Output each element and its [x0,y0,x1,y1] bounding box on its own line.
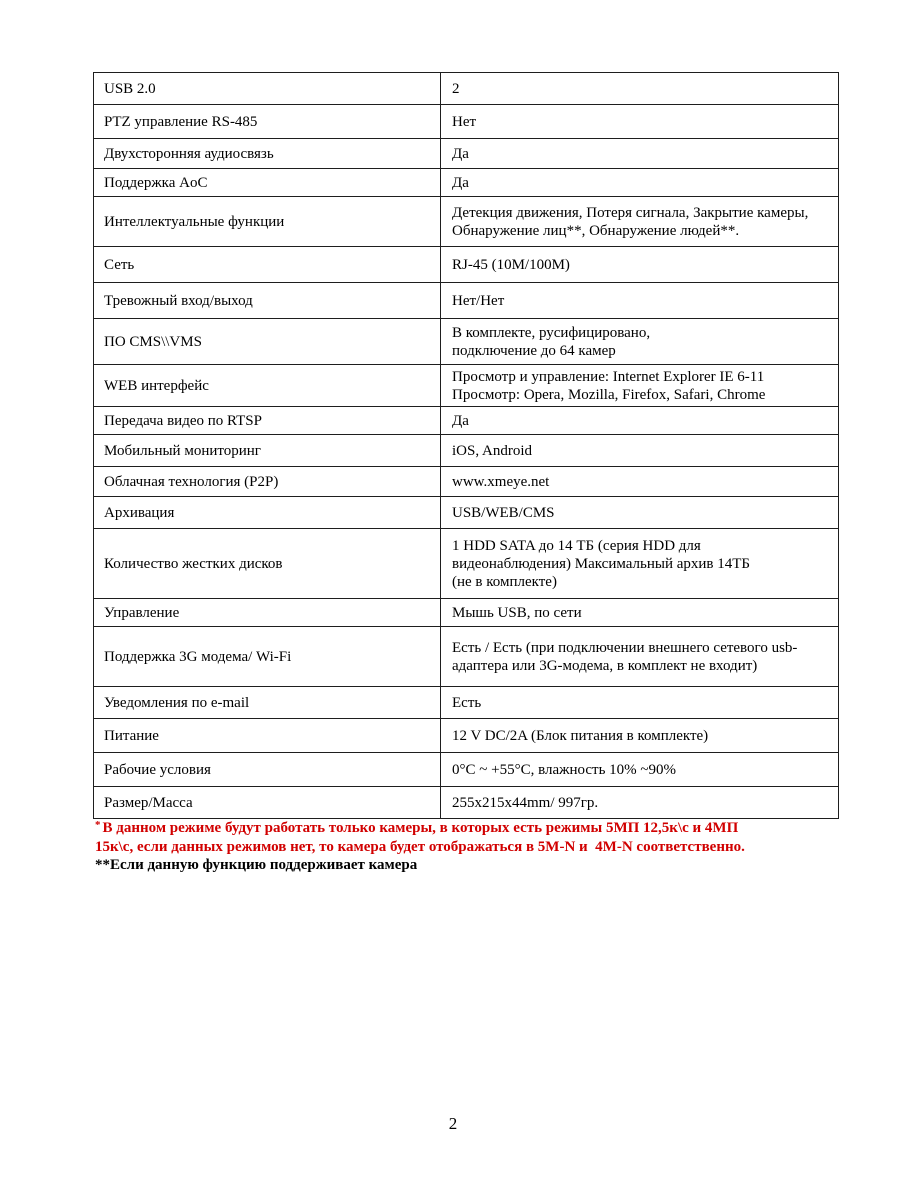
footnote-text: В данном режиме будут работать только камеры, в которых есть режимы 5МП 12,5к\с и 4МП [102,820,739,836]
spec-value [441,169,839,197]
spec-label: ПО CMS\\VMS [94,319,441,365]
spec-label: Рабочие условия [94,753,441,787]
spec-value-line: Нет/Нет [452,292,505,309]
spec-value-line: Обнаружение лиц**, Обнаружение людей**. [452,222,740,239]
spec-value [441,105,839,139]
spec-row [94,529,839,599]
spec-label: Передача видео по RTSP [94,407,441,435]
spec-row [94,247,839,283]
page-number: 2 [448,1114,458,1133]
spec-value-line: В комплекте, русифицировано, [452,324,651,341]
spec-value [441,467,839,497]
spec-label: Количество жестких дисков [94,529,441,599]
spec-value [441,719,839,753]
footnote-line [95,819,745,838]
spec-label: Питание [94,719,441,753]
spec-value-line: Просмотр и управление: Internet Explorer IE 6-11 [452,368,765,385]
spec-row [94,197,839,247]
spec-row [94,407,839,435]
footnote-camera-support: **Если данную функцию поддерживает камера [95,857,418,873]
spec-value-line: адаптера или 3G-модема, в комплект не входит) [452,657,758,674]
spec-value [441,283,839,319]
spec-label: Интеллектуальные функции [94,197,441,247]
spec-row [94,105,839,139]
spec-row [94,73,839,105]
footnote-line: 15к\с, если данных режимов нет, то камера будет отображаться в 5M-N и 4M-N соответственно. [95,839,745,855]
spec-value [441,319,839,365]
spec-label: Облачная технология (P2P) [94,467,441,497]
spec-value-line: подключение до 64 камер [452,342,616,359]
footnote-mode-warning [95,819,745,856]
spec-value-line: (не в комплекте) [452,573,557,590]
spec-value-line: www.xmeye.net [452,473,550,490]
spec-label: USB 2.0 [94,73,441,105]
spec-value-line: 255x215x44mm/ 997гр. [452,794,599,811]
spec-value [441,787,839,819]
spec-label: Мобильный мониторинг [94,435,441,467]
spec-label: Двухсторонняя аудиосвязь [94,139,441,169]
spec-value-line: 1 HDD SATA до 14 ТБ (серия HDD для [452,537,701,554]
spec-row [94,719,839,753]
spec-value [441,599,839,627]
spec-row [94,139,839,169]
spec-value-line: Есть / Есть (при подключении внешнего сетевого usb- [452,639,798,656]
spec-label: Сеть [94,247,441,283]
spec-label: Поддержка 3G модема/ Wi-Fi [94,627,441,687]
spec-value [441,407,839,435]
spec-row [94,169,839,197]
spec-row [94,787,839,819]
spec-value-line: Мышь USB, по сети [452,604,582,621]
spec-label: Архивация [94,497,441,529]
spec-row [94,497,839,529]
spec-row [94,319,839,365]
footnotes [95,819,745,874]
spec-label: PTZ управление RS-485 [94,105,441,139]
spec-value [441,139,839,169]
spec-value-line: USB/WEB/CMS [452,504,555,521]
spec-label: WEB интерфейс [94,365,441,407]
spec-row [94,627,839,687]
spec-value-line: Да [452,412,469,429]
spec-row [94,365,839,407]
spec-value [441,687,839,719]
spec-row [94,753,839,787]
spec-value [441,753,839,787]
spec-value [441,197,839,247]
spec-label: Управление [94,599,441,627]
spec-row [94,435,839,467]
spec-value-line: Есть [452,694,482,711]
spec-value-line: 0°C ~ +55°C, влажность 10% ~90% [452,761,677,778]
spec-label: Уведомления по e-mail [94,687,441,719]
spec-value-line: Да [452,145,469,162]
spec-row [94,283,839,319]
spec-value [441,529,839,599]
spec-value [441,497,839,529]
footnote-marker: * [95,819,101,831]
spec-label: Поддержка AoC [94,169,441,197]
spec-value [441,73,839,105]
spec-value [441,247,839,283]
spec-value [441,627,839,687]
spec-value [441,435,839,467]
spec-value [441,365,839,407]
spec-value-line: 2 [452,80,460,97]
spec-value-line: Да [452,174,469,191]
spec-label: Размер/Масса [94,787,441,819]
spec-value-line: RJ-45 (10M/100M) [452,256,570,273]
spec-row [94,467,839,497]
spec-row [94,599,839,627]
spec-label: Тревожный вход/выход [94,283,441,319]
spec-value-line: Нет [452,113,477,130]
spec-value-line: Просмотр: Opera, Mozilla, Firefox, Safari, Chrome [452,386,766,403]
spec-value-line: Детекция движения, Потеря сигнала, Закрытие камеры, [452,204,809,221]
spec-value-line: iOS, Android [452,442,533,459]
spec-value-line: 12 V DC/2A (Блок питания в комплекте) [452,727,709,744]
spec-row [94,687,839,719]
spec-table [93,72,839,819]
spec-value-line: видеонаблюдения) Максимальный архив 14ТБ [452,555,751,572]
